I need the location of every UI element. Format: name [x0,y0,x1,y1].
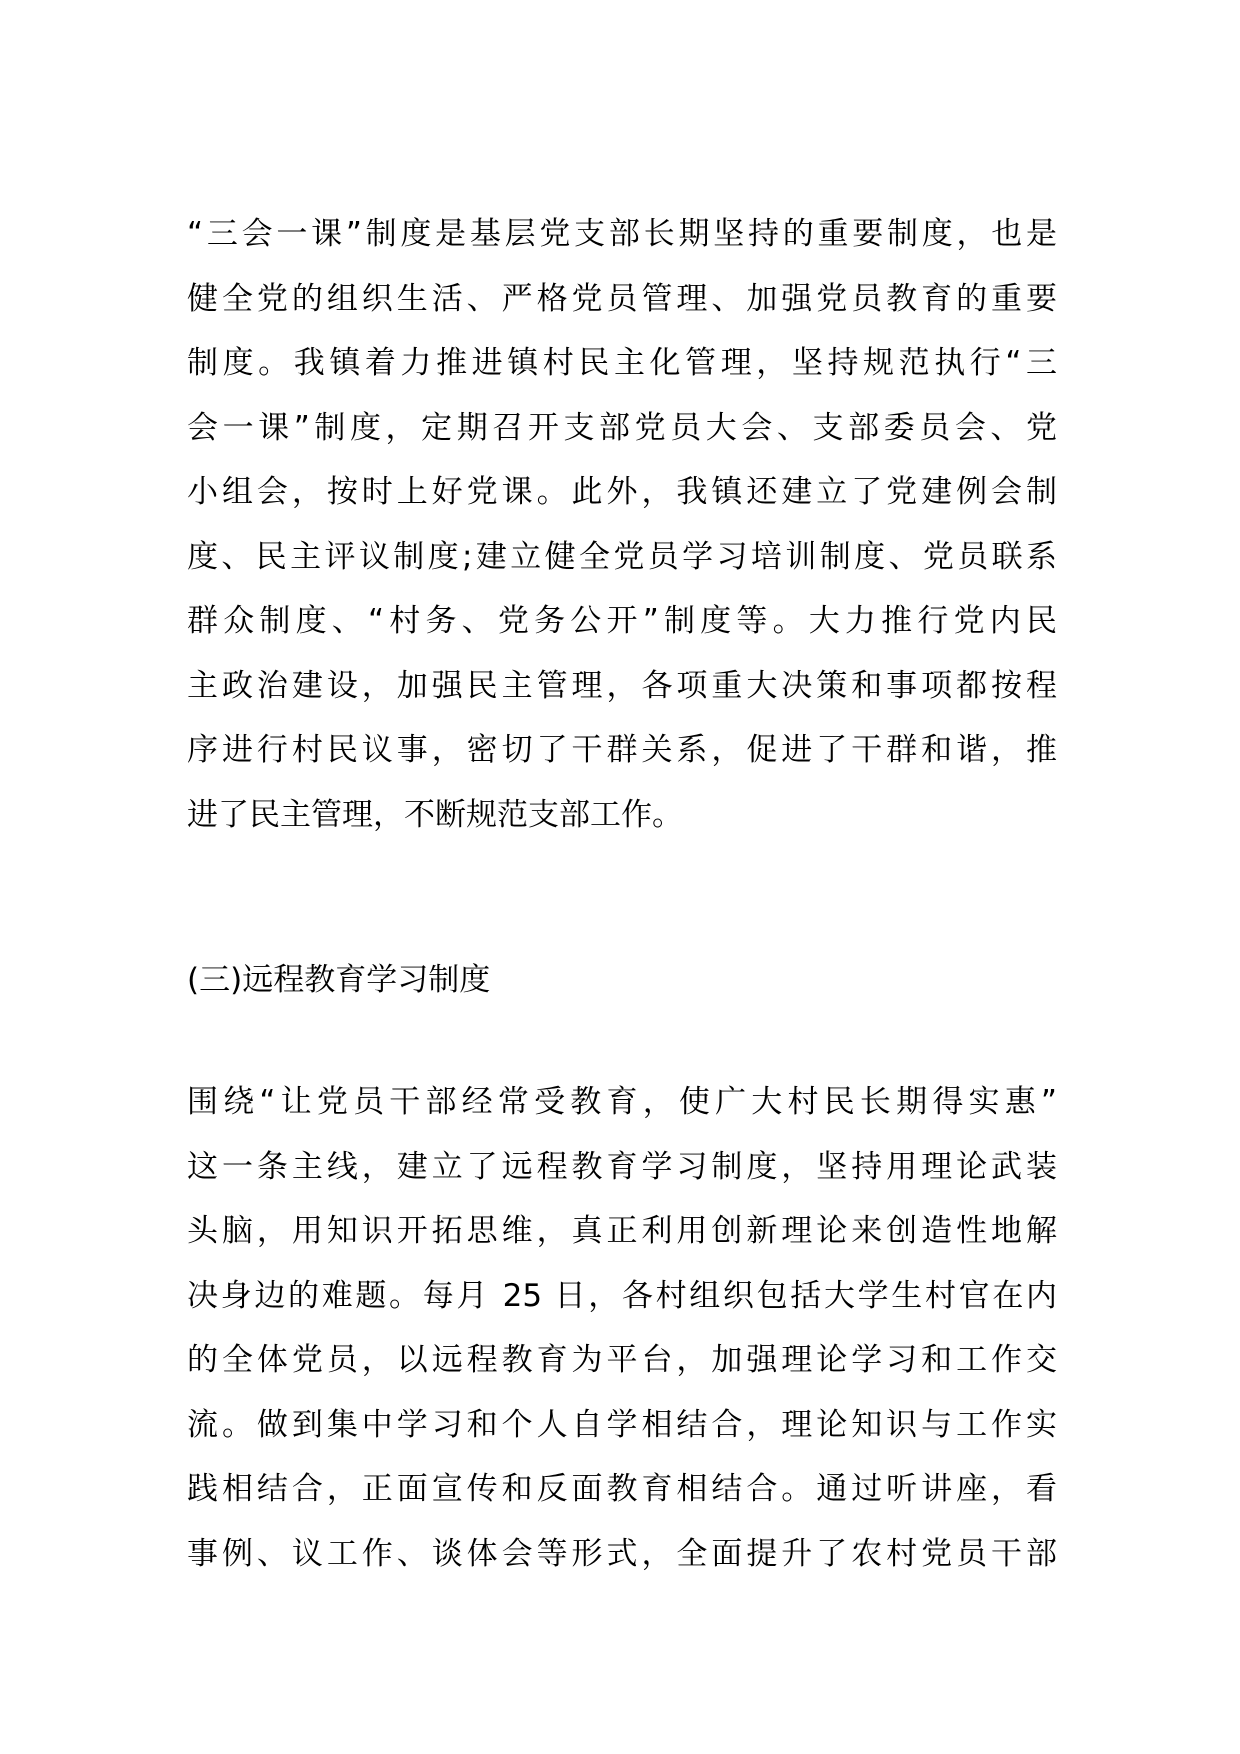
heading-text: (三)远程教育学习制度 [187,962,491,998]
text-line: 的全体党员，以远程教育为平台，加强理论学习和工作交 [187,1342,1057,1378]
text-line: 度、民主评议制度;建立健全党员学习培训制度、党员联系 [187,538,1057,575]
text-line: 头脑，用知识开拓思维，真正利用创新理论来创造性地解 [187,1213,1057,1249]
text-line: 主政治建设，加强民主管理，各项重大决策和事项都按程 [187,667,1057,704]
text-line: 会一课”制度，定期召开支部党员大会、支部委员会、党 [187,409,1057,446]
text-line: 践相结合，正面宣传和反面教育相结合。通过听讲座，看 [187,1471,1057,1507]
text-line: 这一条主线，建立了远程教育学习制度，坚持用理论武装 [187,1148,1057,1185]
text-line: 进了民主管理，不断规范支部工作。 [187,796,683,833]
text-line: 围绕“让党员干部经常受教育，使广大村民长期得实惠” [187,1084,1057,1120]
text-line: 流。做到集中学习和个人自学相结合，理论知识与工作实 [187,1406,1057,1443]
text-line: 事例、议工作、谈体会等形式，全面提升了农村党员干部 [187,1535,1057,1572]
section-heading [187,948,1057,1013]
text-line: “三会一课”制度是基层党支部长期坚持的重要制度，也是 [187,216,1057,252]
text-line: 序进行村民议事，密切了干群关系，促进了干群和谐，推 [187,732,1057,768]
text-line: 小组会，按时上好党课。此外，我镇还建立了党建例会制 [187,474,1057,510]
paragraph-remote-education [187,1070,1057,1586]
paragraph-three-meetings [187,202,1057,847]
text-line: 制度。我镇着力推进镇村民主化管理，坚持规范执行“三 [187,345,1057,381]
text-line: 决身边的难题。每月 25 日，各村组织包括大学生村官在内 [187,1277,1057,1314]
text-line: 健全党的组织生活、严格党员管理、加强党员教育的重要 [187,280,1057,317]
text-line: 群众制度、“村务、党务公开”制度等。大力推行党内民 [187,603,1057,639]
